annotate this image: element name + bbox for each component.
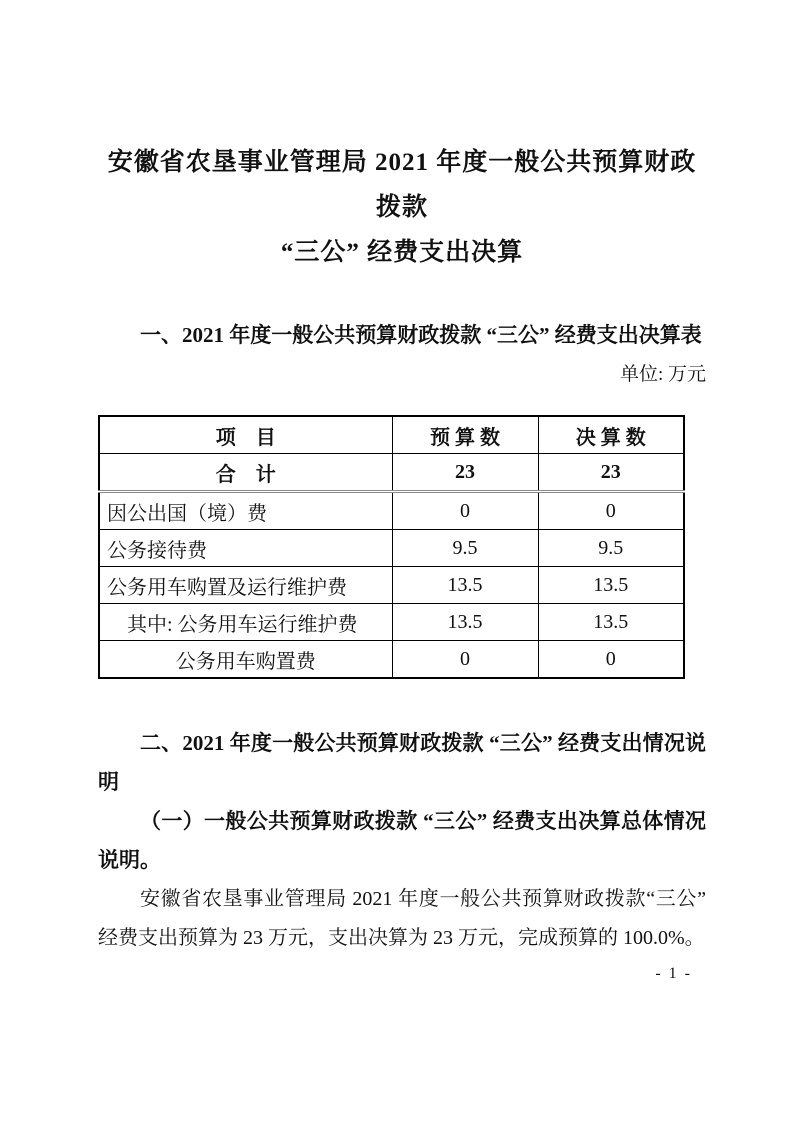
- row-item-label: 公务接待费: [99, 530, 392, 567]
- row-final-value: 13.5: [538, 604, 684, 641]
- section-2-heading: 二、2021 年度一般公共预算财政拨款 “三公” 经费支出情况说明: [98, 731, 706, 794]
- table-row-reception: [99, 530, 684, 567]
- table-row-vehicle-total: [99, 567, 684, 604]
- row-final-value: 0: [538, 492, 684, 530]
- row-item-label: 合 计: [99, 454, 392, 492]
- table-row-total: [99, 454, 684, 492]
- row-item-label: 公务用车购置及运行维护费: [99, 567, 392, 604]
- row-final-value: 9.5: [538, 530, 684, 567]
- title-line-2: “三公” 经费支出决算: [280, 239, 524, 266]
- row-final-value: 0: [538, 641, 684, 679]
- row-item-label: 因公出国（境）费: [99, 492, 392, 530]
- row-final-value: 23: [538, 454, 684, 492]
- table-row-vehicle-purchase: [99, 641, 684, 679]
- section-2-paragraph: 安徽省农垦事业管理局 2021 年度一般公共预算财政拨款“三公” 经费支出预算为 23 万元，支出决算为 23 万元，完成预算的 100.0%。: [98, 888, 706, 949]
- document-title: [98, 0, 706, 275]
- table-row-abroad: [99, 492, 684, 530]
- column-header-item: 项 目: [99, 416, 392, 454]
- row-budget-value: 13.5: [392, 604, 538, 641]
- table-row-vehicle-operation: [99, 604, 684, 641]
- row-item-label: 公务用车购置费: [99, 641, 392, 679]
- row-budget-value: 13.5: [392, 567, 538, 604]
- row-budget-value: 9.5: [392, 530, 538, 567]
- row-budget-value: 0: [392, 492, 538, 530]
- table-header-row: [99, 416, 684, 454]
- row-budget-value: 23: [392, 454, 538, 492]
- row-final-value: 13.5: [538, 567, 684, 604]
- row-budget-value: 0: [392, 641, 538, 679]
- column-header-final: 决 算 数: [538, 416, 684, 454]
- section-1-heading: 一、2021 年度一般公共预算财政拨款 “三公” 经费支出决算表: [140, 323, 702, 347]
- section-2-sub-heading: （一）一般公共预算财政拨款 “三公” 经费支出决算总体情况说明。: [98, 809, 706, 872]
- page-number: - 1 -: [655, 965, 692, 982]
- row-item-label: 其中: 公务用车运行维护费: [99, 604, 392, 641]
- column-header-budget: 预 算 数: [392, 416, 538, 454]
- title-line-1: 安徽省农垦事业管理局 2021 年度一般公共预算财政拨款: [107, 149, 697, 221]
- expenditure-table: [98, 415, 685, 679]
- unit-label: 单位: 万元: [619, 364, 706, 385]
